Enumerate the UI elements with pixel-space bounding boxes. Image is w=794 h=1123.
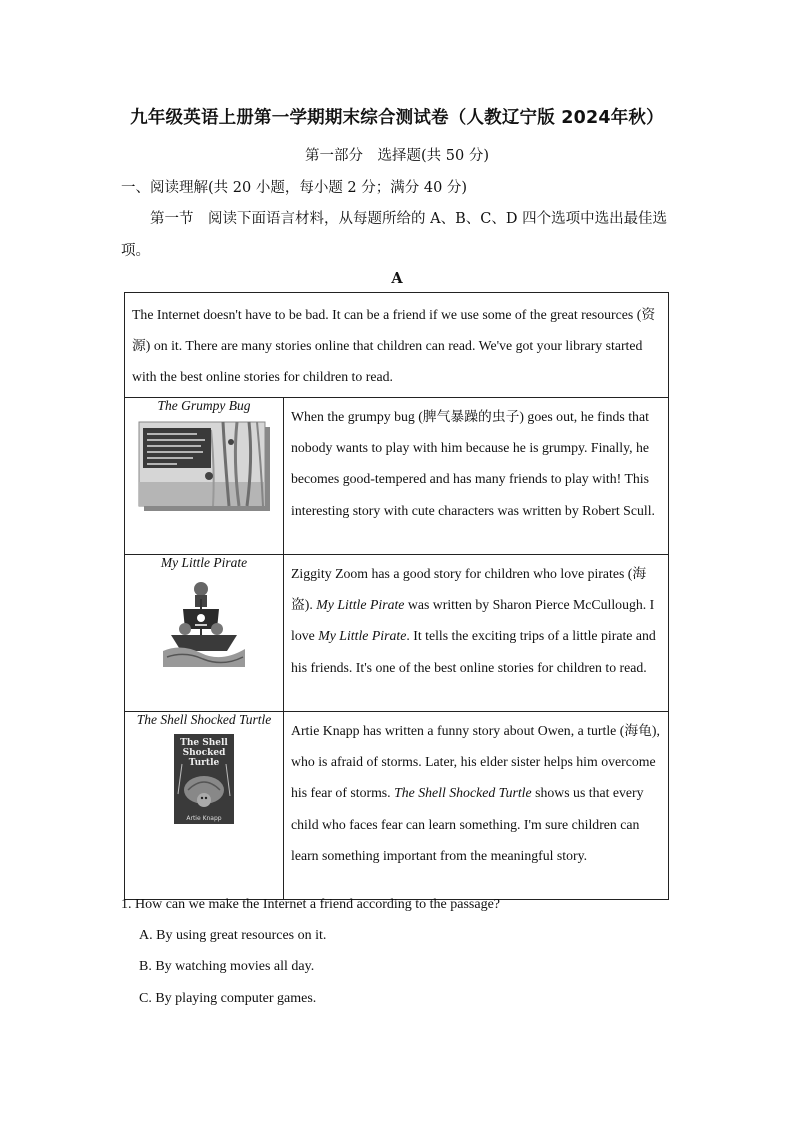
grumpy-bug-cover — [137, 420, 271, 512]
story-desc-text: shows us that every child who faces fear can learn something. I'm sure children can learn something important from the meaningful story. — [291, 785, 644, 863]
cover-title-line: The Shell — [180, 738, 228, 748]
story-row-little-pirate — [125, 555, 669, 712]
passage-table — [124, 292, 669, 900]
story-description — [284, 555, 669, 712]
page-title: 九年级英语上册第一学期期末综合测试卷（人教辽宁版 2024年秋） — [130, 108, 664, 128]
story-desc-text: Artie Knapp has written a funny story about Owen, a turtle (海龟), who is afraid of storms. Later, his elder sister helps him overcome his fear of storms. — [291, 723, 660, 801]
part-title: 第一部分 选择题(共 50 分) — [305, 148, 489, 164]
story-desc-title: My Little Pirate — [318, 628, 407, 644]
story-image-cell — [125, 712, 284, 900]
story-description: When the grumpy bug (脾气暴躁的虫子) goes out, he finds that nobody wants to play with him because he is grumpy. Finally, he becomes good-tempered and has many friends to play with! This interesting story with cute characters was written by Robert Scull. — [284, 398, 669, 555]
story-row-shell-shocked-turtle — [125, 712, 669, 900]
question-1-option-a: A. By using great resources on it. — [139, 928, 327, 943]
section-title: 一、阅读理解(共 20 小题，每小题 2 分；满分 40 分) — [121, 180, 468, 196]
cover-title-line: Turtle — [188, 758, 220, 768]
story-image-cell — [125, 555, 284, 712]
instructions: 第一节 阅读下面语言材料，从每题所给的 A、B、C、D 四个选项中选出最佳选项。 — [121, 211, 668, 259]
story-desc-title: The Shell Shocked Turtle — [394, 785, 532, 801]
passage-label: A — [391, 270, 403, 287]
story-title: The Grumpy Bug — [157, 398, 251, 413]
story-desc-text: . It tells the exciting trips of a little pirate and his friends. It's one of the best online stories for children to read. — [291, 628, 656, 675]
story-description — [284, 712, 669, 900]
story-title: My Little Pirate — [160, 555, 248, 570]
story-desc-text: Ziggity Zoom has a good story for children who love pirates (海盗). — [291, 566, 647, 613]
turtle-book-cover — [174, 734, 234, 824]
story-image-cell — [125, 398, 284, 555]
pirate-ship-illustration — [161, 577, 247, 667]
cover-title-line: Shocked — [182, 748, 226, 758]
intro-text: The Internet doesn't have to be bad. It can be a friend if we use some of the great resources (资源) on it. There are many stories online that children can read. We've got your library started with the best online stories for children to read. — [125, 293, 669, 398]
story-desc-text: was written by Sharon Pierce McCullough. I love — [291, 597, 655, 644]
story-title: The Shell Shocked Turtle — [136, 712, 272, 727]
story-desc-title: My Little Pirate — [316, 597, 405, 613]
question-1-option-b: B. By watching movies all day. — [139, 959, 315, 974]
story-row-grumpy-bug — [125, 398, 669, 555]
intro-row — [125, 293, 669, 398]
cover-author: Artie Knapp — [186, 815, 222, 822]
question-1-option-c: C. By playing computer games. — [139, 991, 317, 1006]
question-1-stem: 1. How can we make the Internet a friend according to the passage? — [121, 897, 501, 912]
